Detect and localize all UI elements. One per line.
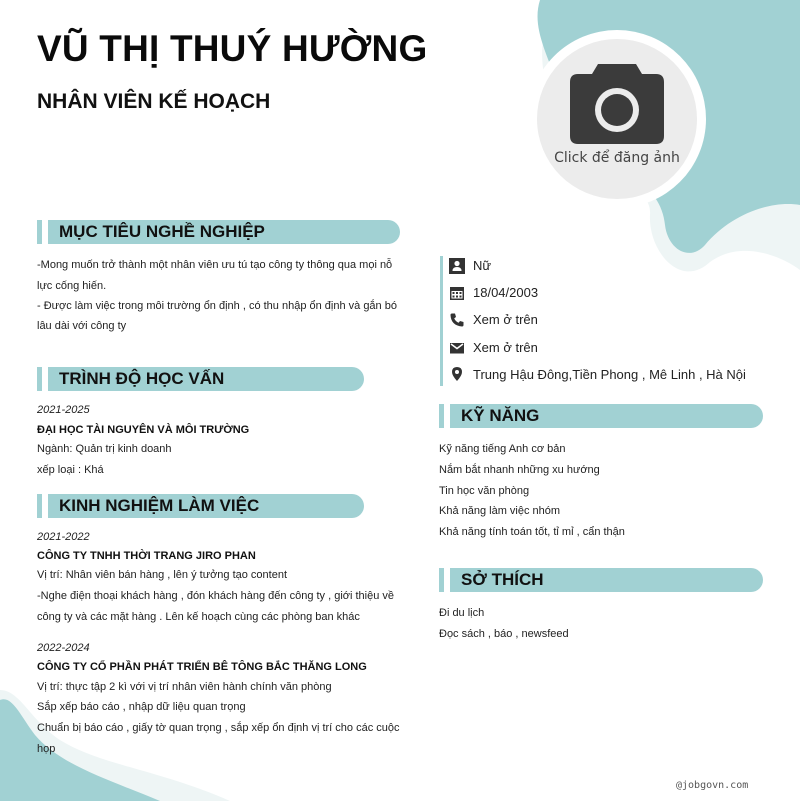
skill-item: Khả năng làm việc nhóm [439,505,561,517]
job-detail-line: họp [37,743,56,755]
company-name: CÔNG TY TNHH THỜI TRANG JIRO PHAN [37,550,256,562]
section-title: MỤC TIÊU NGHỀ NGHIỆP [59,222,265,241]
contact-email: Xem ở trên [473,340,538,355]
skill-item: Kỹ năng tiếng Anh cơ bản [439,443,566,455]
section-header-education [37,367,364,391]
section-title: KỸ NĂNG [461,406,540,425]
location-icon [449,366,465,382]
skill-item: Khả năng tính toán tốt, tỉ mỉ , cẩn thận [439,526,625,538]
job-detail-line: công ty và các mặt hàng . Lên kế hoạch cùng các phòng ban khác [37,611,360,623]
skill-item: Nắm bắt nhanh những xu hướng [439,464,600,476]
contact-address: Trung Hậu Đông,Tiền Phong , Mê Linh , Hà Nội [473,367,746,382]
contact-gender: Nữ [473,258,492,273]
candidate-name: VŨ THỊ THUÝ HƯỜNG [37,28,428,69]
job-detail-line: Sắp xếp báo cáo , nhập dữ liệu quan trọng [37,701,246,713]
job-detail-line: -Nghe điện thoại khách hàng , đón khách hàng đến công ty , giới thiệu về [37,590,395,602]
section-header-hobbies [439,568,763,592]
calendar-icon [449,285,465,301]
section-title: KINH NGHIỆM LÀM VIỆC [59,496,260,515]
hobby-item: Đi du lịch [439,607,485,619]
section-header-skills [439,404,763,428]
job-detail-line: Chuẩn bị báo cáo , giấy tờ quan trọng , sắp xếp ổn định vị trí cho các cuộc [37,722,400,734]
skill-item: Tin học văn phòng [439,485,530,497]
education-period: 2021-2025 [37,404,90,416]
section-header-experience [37,494,364,518]
phone-icon [449,312,465,328]
contact-phone: Xem ở trên [473,312,538,327]
section-header-objective [37,220,400,244]
objective-line: lực cống hiến. [37,280,107,292]
mail-icon [449,340,465,356]
education-major: Ngành: Quản trị kinh doanh [37,443,172,455]
job-detail-line: Vị trí: Nhân viên bán hàng , lên ý tưởng tạo content [37,569,288,581]
school-name: ĐẠI HỌC TÀI NGUYÊN VÀ MÔI TRƯỜNG [37,424,250,436]
education-grade: xếp loại : Khá [37,464,104,476]
job-detail-line: Vị trí: thực tập 2 kì với vị trí nhân viên hành chính văn phòng [37,681,332,693]
objective-line: - Được làm việc trong môi trường ổn định , có thu nhập ổn định và gắn bó [37,300,397,312]
company-name: CÔNG TY CỔ PHẦN PHÁT TRIỂN BÊ TÔNG BẮC THĂNG LONG [37,661,367,673]
hobby-item: Đọc sách , báo , newsfeed [439,628,569,640]
job-period: 2022-2024 [37,642,90,654]
person-icon [449,258,465,274]
photo-upload[interactable] [528,30,706,208]
job-title: NHÂN VIÊN KẾ HOẠCH [37,90,271,113]
objective-line: lâu dài với công ty [37,320,127,332]
section-title: SỞ THÍCH [461,570,544,589]
photo-label: Click để đăng ảnh [554,150,680,166]
contact-birthday: 18/04/2003 [473,285,539,300]
job-period: 2021-2022 [37,531,90,543]
footer-credit: @jobgovn.com [676,780,749,791]
contact-divider [440,256,443,386]
section-title: TRÌNH ĐỘ HỌC VẤN [59,369,225,388]
objective-line: -Mong muốn trở thành một nhân viên ưu tú tạo công ty thông qua mọi nỗ [37,259,393,271]
camera-icon [568,60,666,146]
